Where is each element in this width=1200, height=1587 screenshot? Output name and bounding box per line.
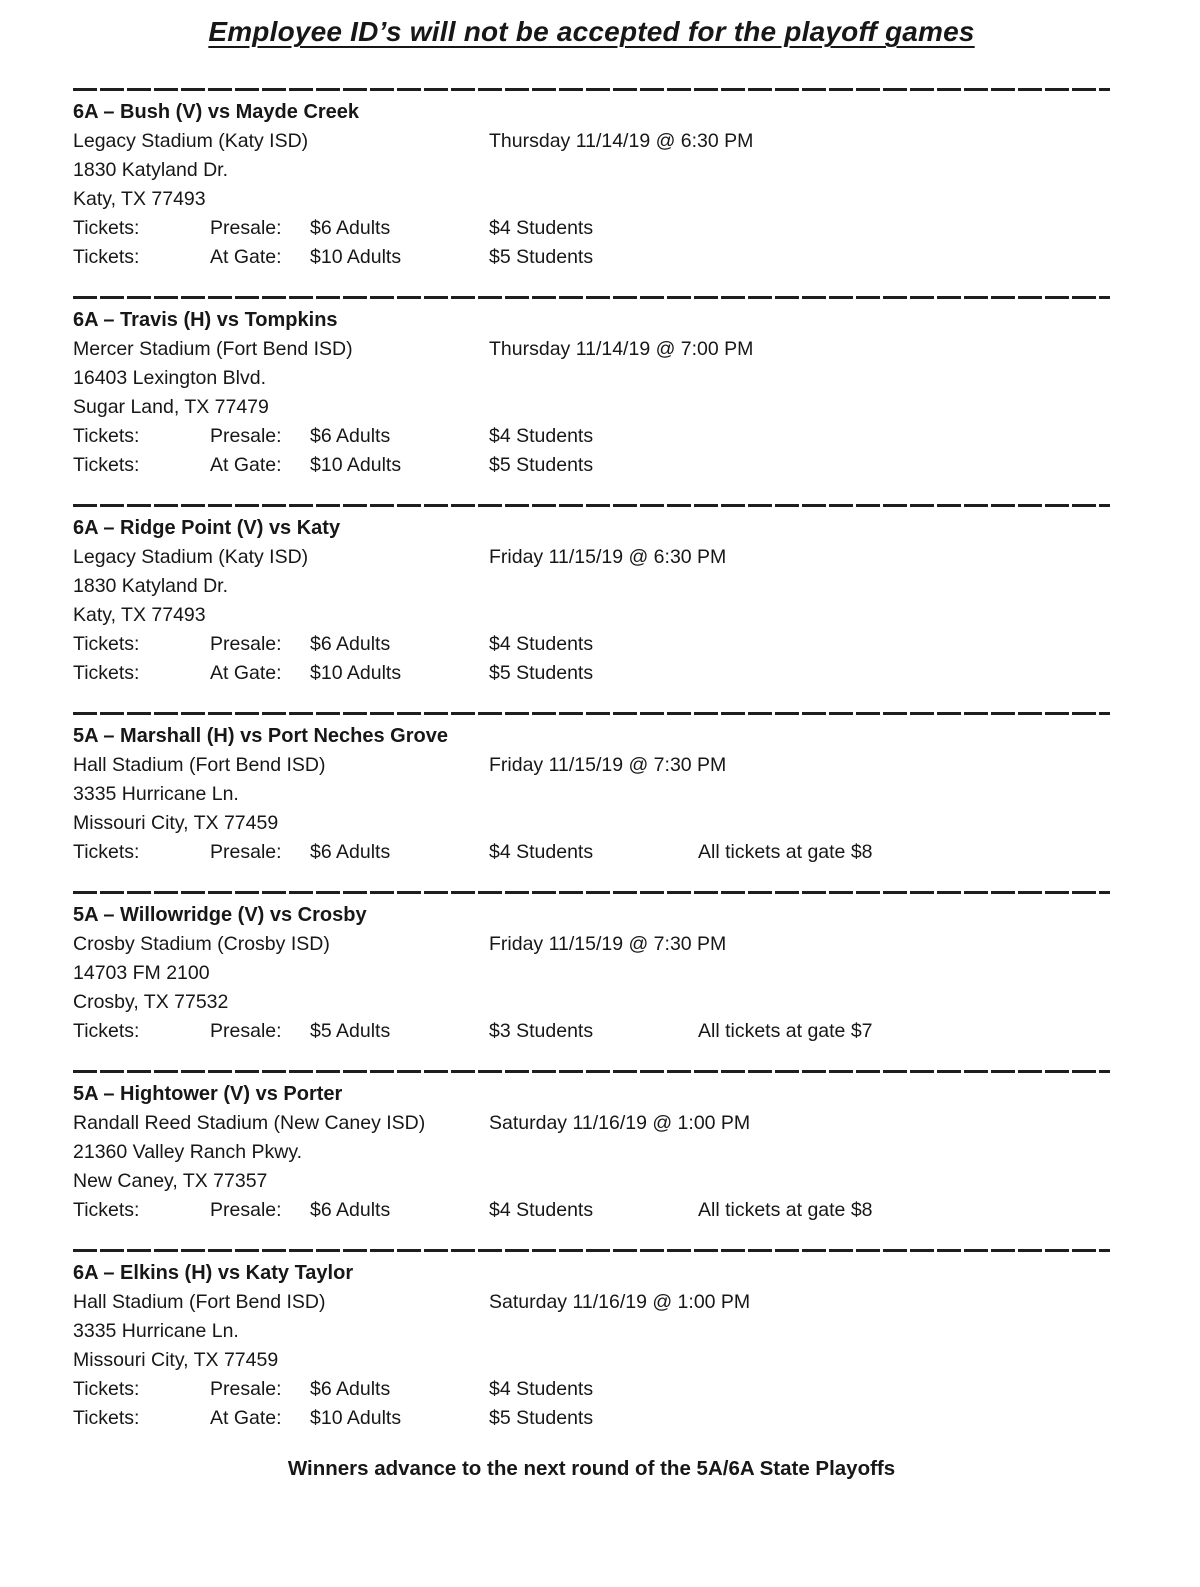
adult-price: $6 Adults <box>310 425 391 447</box>
tickets-label: Tickets: <box>73 217 140 239</box>
game-section <box>73 1070 1110 1225</box>
sale-type: Presale: <box>210 217 282 239</box>
ticket-row <box>73 1404 1110 1433</box>
address-row <box>73 780 1110 809</box>
student-price: $4 Students <box>489 1199 594 1221</box>
adult-price: $6 Adults <box>310 841 391 863</box>
adult-price: $6 Adults <box>310 1199 391 1221</box>
matchup-title: 6A – Elkins (H) vs Katy Taylor <box>73 1262 354 1284</box>
venue-row <box>73 1109 1110 1138</box>
adult-price: $10 Adults <box>310 1407 402 1429</box>
tickets-label: Tickets: <box>73 1407 140 1429</box>
tickets-label: Tickets: <box>73 1199 140 1221</box>
venue-row <box>73 751 1110 780</box>
venue-name: Hall Stadium (Fort Bend ISD) <box>73 1291 326 1313</box>
ticket-row <box>73 838 1110 867</box>
student-price: $4 Students <box>489 841 594 863</box>
footer-note: Winners advance to the next round of the 5A/6A State Playoffs <box>287 1457 896 1480</box>
address-line1: 1830 Katyland Dr. <box>73 575 229 597</box>
address-row <box>73 1317 1110 1346</box>
address-row <box>73 572 1110 601</box>
gate-note <box>698 659 1110 688</box>
sale-type: Presale: <box>210 425 282 447</box>
ticket-row <box>73 630 1110 659</box>
gate-note <box>698 214 1110 243</box>
tickets-label: Tickets: <box>73 841 140 863</box>
gate-note: All tickets at gate $8 <box>698 841 873 863</box>
tickets-label: Tickets: <box>73 454 140 476</box>
matchup-title: 5A – Willowridge (V) vs Crosby <box>73 904 367 926</box>
game-datetime: Saturday 11/16/19 @ 1:00 PM <box>489 1112 751 1134</box>
sale-type: Presale: <box>210 841 282 863</box>
address-row <box>73 809 1110 838</box>
address-line1: 3335 Hurricane Ln. <box>73 783 239 805</box>
address-line2: Katy, TX 77493 <box>73 604 206 626</box>
game-datetime: Saturday 11/16/19 @ 1:00 PM <box>489 1291 751 1313</box>
address-row <box>73 959 1110 988</box>
address-row <box>73 1167 1110 1196</box>
sale-type: Presale: <box>210 1199 282 1221</box>
address-line2: Crosby, TX 77532 <box>73 991 229 1013</box>
address-row <box>73 364 1110 393</box>
ticket-row <box>73 1017 1110 1046</box>
section-divider <box>73 891 1110 894</box>
ticket-row <box>73 451 1110 480</box>
adult-price: $6 Adults <box>310 633 391 655</box>
section-divider <box>73 296 1110 299</box>
sale-type: At Gate: <box>210 1407 282 1429</box>
gate-note <box>698 630 1110 659</box>
game-datetime: Friday 11/15/19 @ 7:30 PM <box>489 933 727 955</box>
adult-price: $5 Adults <box>310 1020 391 1042</box>
game-section <box>73 891 1110 1046</box>
address-row <box>73 393 1110 422</box>
game-section <box>73 712 1110 867</box>
page-title: Employee ID’s will not be accepted for the playoff games <box>208 16 975 47</box>
tickets-label: Tickets: <box>73 1020 140 1042</box>
ticket-row <box>73 659 1110 688</box>
ticket-row <box>73 1196 1110 1225</box>
sale-type: At Gate: <box>210 454 282 476</box>
sale-type: Presale: <box>210 1378 282 1400</box>
student-price: $4 Students <box>489 425 594 447</box>
address-row <box>73 601 1110 630</box>
student-price: $3 Students <box>489 1020 594 1042</box>
venue-name: Crosby Stadium (Crosby ISD) <box>73 933 330 955</box>
ticket-row <box>73 243 1110 272</box>
address-row <box>73 1138 1110 1167</box>
gate-note: All tickets at gate $7 <box>698 1020 873 1042</box>
game-section <box>73 296 1110 480</box>
gate-note <box>698 243 1110 272</box>
sale-type: Presale: <box>210 633 282 655</box>
matchup-title: 5A – Hightower (V) vs Porter <box>73 1083 343 1105</box>
game-datetime: Friday 11/15/19 @ 6:30 PM <box>489 546 727 568</box>
game-datetime: Friday 11/15/19 @ 7:30 PM <box>489 754 727 776</box>
student-price: $5 Students <box>489 1407 594 1429</box>
venue-name: Mercer Stadium (Fort Bend ISD) <box>73 338 353 360</box>
matchup-title: 6A – Ridge Point (V) vs Katy <box>73 517 341 539</box>
adult-price: $6 Adults <box>310 1378 391 1400</box>
venue-row <box>73 127 1110 156</box>
tickets-label: Tickets: <box>73 246 140 268</box>
adult-price: $10 Adults <box>310 662 402 684</box>
gate-note <box>698 1375 1110 1404</box>
section-divider <box>73 712 1110 715</box>
student-price: $4 Students <box>489 217 594 239</box>
gate-note <box>698 451 1110 480</box>
adult-price: $10 Adults <box>310 246 402 268</box>
address-line2: New Caney, TX 77357 <box>73 1170 268 1192</box>
sale-type: Presale: <box>210 1020 282 1042</box>
game-datetime: Thursday 11/14/19 @ 7:00 PM <box>489 338 754 360</box>
address-line1: 14703 FM 2100 <box>73 962 210 984</box>
student-price: $5 Students <box>489 246 594 268</box>
game-section <box>73 88 1110 272</box>
student-price: $5 Students <box>489 662 594 684</box>
tickets-label: Tickets: <box>73 662 140 684</box>
ticket-row <box>73 214 1110 243</box>
tickets-label: Tickets: <box>73 633 140 655</box>
venue-name: Randall Reed Stadium (New Caney ISD) <box>73 1112 426 1134</box>
adult-price: $6 Adults <box>310 217 391 239</box>
address-line2: Missouri City, TX 77459 <box>73 1349 279 1371</box>
game-datetime: Thursday 11/14/19 @ 6:30 PM <box>489 130 754 152</box>
student-price: $5 Students <box>489 454 594 476</box>
ticket-row <box>73 422 1110 451</box>
ticket-row <box>73 1375 1110 1404</box>
address-line2: Sugar Land, TX 77479 <box>73 396 269 418</box>
gate-note <box>698 422 1110 451</box>
section-divider <box>73 88 1110 91</box>
address-line1: 1830 Katyland Dr. <box>73 159 229 181</box>
venue-row <box>73 1288 1110 1317</box>
address-line2: Missouri City, TX 77459 <box>73 812 279 834</box>
sale-type: At Gate: <box>210 662 282 684</box>
section-divider <box>73 504 1110 507</box>
venue-row <box>73 335 1110 364</box>
address-row <box>73 156 1110 185</box>
adult-price: $10 Adults <box>310 454 402 476</box>
address-line2: Katy, TX 77493 <box>73 188 206 210</box>
tickets-label: Tickets: <box>73 1378 140 1400</box>
address-line1: 3335 Hurricane Ln. <box>73 1320 239 1342</box>
address-row <box>73 185 1110 214</box>
gate-note: All tickets at gate $8 <box>698 1199 873 1221</box>
student-price: $4 Students <box>489 1378 594 1400</box>
address-line1: 16403 Lexington Blvd. <box>73 367 266 389</box>
matchup-title: 6A – Travis (H) vs Tompkins <box>73 309 338 331</box>
section-divider <box>73 1249 1110 1252</box>
game-section <box>73 504 1110 688</box>
section-divider <box>73 1070 1110 1073</box>
address-row <box>73 988 1110 1017</box>
tickets-label: Tickets: <box>73 425 140 447</box>
student-price: $4 Students <box>489 633 594 655</box>
venue-name: Legacy Stadium (Katy ISD) <box>73 546 309 568</box>
venue-name: Legacy Stadium (Katy ISD) <box>73 130 309 152</box>
venue-row <box>73 543 1110 572</box>
sale-type: At Gate: <box>210 246 282 268</box>
gate-note <box>698 1404 1110 1433</box>
matchup-title: 6A – Bush (V) vs Mayde Creek <box>73 101 360 123</box>
address-line1: 21360 Valley Ranch Pkwy. <box>73 1141 303 1163</box>
matchup-title: 5A – Marshall (H) vs Port Neches Grove <box>73 725 448 747</box>
venue-name: Hall Stadium (Fort Bend ISD) <box>73 754 326 776</box>
venue-row <box>73 930 1110 959</box>
address-row <box>73 1346 1110 1375</box>
game-section <box>73 1249 1110 1433</box>
